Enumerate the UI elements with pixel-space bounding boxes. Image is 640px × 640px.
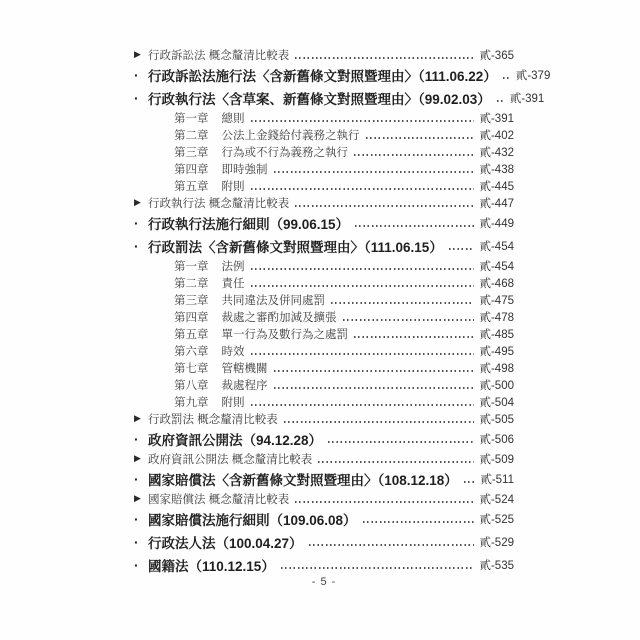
toc-entry-law bbox=[134, 234, 514, 257]
dot-leader bbox=[251, 285, 475, 287]
toc-entry-chapter bbox=[134, 359, 514, 376]
dot-leader bbox=[251, 268, 475, 270]
page-ref: 貳-495 bbox=[479, 345, 514, 358]
dot-leader bbox=[251, 404, 475, 406]
dot-leader bbox=[331, 302, 474, 304]
toc-entry-law bbox=[134, 211, 514, 234]
entry-label: 國家賠償法〈含新舊條文對照暨理由〉（108.12.18） bbox=[148, 472, 458, 488]
toc-entry-chapter bbox=[134, 257, 514, 274]
chapter-title: 時效 bbox=[221, 345, 245, 358]
page-ref: 貳-524 bbox=[479, 493, 514, 506]
page-ref: 貳-454 bbox=[479, 260, 514, 273]
toc-entry-chapter bbox=[134, 126, 514, 143]
dot-leader bbox=[281, 567, 475, 569]
triangle-marker-icon: ▶ bbox=[134, 413, 141, 423]
chapter-number: 第七章 bbox=[174, 362, 209, 375]
page-ref: 貳-438 bbox=[479, 163, 514, 176]
entry-label: 國家賠償法施行細則（109.06.08） bbox=[148, 512, 357, 528]
dot-leader bbox=[328, 441, 474, 443]
chapter-number: 第二章 bbox=[174, 277, 209, 290]
dot-leader bbox=[354, 154, 474, 156]
chapter-title: 行為或不行為義務之執行 bbox=[221, 146, 348, 159]
dot-leader bbox=[284, 421, 475, 423]
page-ref: 貳-485 bbox=[479, 328, 514, 341]
dot-leader bbox=[274, 171, 475, 173]
toc-list bbox=[134, 46, 551, 576]
page-ref: 貳-447 bbox=[479, 197, 514, 210]
page-ref: 貳-529 bbox=[479, 536, 514, 549]
toc-entry-law bbox=[134, 63, 551, 86]
toc-entry-law bbox=[134, 86, 545, 109]
entry-label: 行政訴訟法 概念釐清比較表 bbox=[148, 49, 290, 62]
page-ref: 貳-504 bbox=[479, 396, 514, 409]
dot-leader bbox=[464, 481, 476, 483]
page-ref: 貳-525 bbox=[479, 513, 514, 526]
toc-entry-table bbox=[134, 490, 514, 507]
toc-entry-chapter bbox=[134, 274, 514, 291]
entry-label: 國家賠償法 概念釐清比較表 bbox=[148, 493, 290, 506]
dot-leader bbox=[251, 353, 475, 355]
dot-leader bbox=[354, 336, 474, 338]
chapter-number: 第五章 bbox=[174, 328, 209, 341]
dot-leader bbox=[343, 319, 475, 321]
entry-label: 行政執行法施行細則（99.06.15） bbox=[148, 216, 350, 232]
page-ref: 貳-365 bbox=[479, 49, 514, 62]
bullet-icon: · bbox=[134, 430, 139, 447]
page-ref: 貳-449 bbox=[479, 217, 514, 230]
toc-entry-law bbox=[134, 530, 514, 553]
page-ref: 貳-498 bbox=[479, 362, 514, 375]
chapter-title: 公法上金錢給付義務之執行 bbox=[221, 129, 360, 142]
page-ref: 貳-391 bbox=[479, 112, 514, 125]
dot-leader bbox=[274, 387, 475, 389]
page-ref: 貳-500 bbox=[479, 379, 514, 392]
dot-leader bbox=[309, 544, 475, 546]
dot-leader bbox=[449, 248, 475, 250]
toc-entry-law bbox=[134, 427, 514, 450]
chapter-number: 第四章 bbox=[174, 163, 209, 176]
triangle-marker-icon: ▶ bbox=[134, 49, 141, 59]
dot-leader bbox=[251, 120, 475, 122]
toc-entry-chapter bbox=[134, 308, 514, 325]
dot-leader bbox=[295, 501, 474, 503]
chapter-number: 第九章 bbox=[174, 396, 209, 409]
toc-entry-chapter bbox=[134, 393, 514, 410]
toc-entry-chapter bbox=[134, 325, 514, 342]
toc-entry-chapter bbox=[134, 109, 514, 126]
toc-entry-chapter bbox=[134, 342, 514, 359]
dot-leader bbox=[363, 521, 475, 523]
toc-entry-chapter bbox=[134, 376, 514, 393]
chapter-number: 第四章 bbox=[174, 311, 209, 324]
dot-leader bbox=[497, 100, 505, 102]
toc-entry-law bbox=[134, 467, 514, 490]
page-number: - 5 - bbox=[311, 576, 337, 588]
dot-leader bbox=[366, 137, 475, 139]
toc-entry-chapter bbox=[134, 291, 514, 308]
entry-label: 行政罰法〈含新舊條文對照暨理由〉（111.06.15） bbox=[148, 239, 443, 255]
entry-label: 行政訴訟法施行法〈含新舊條文對照暨理由〉（111.06.22） bbox=[148, 68, 497, 84]
bullet-icon: · bbox=[134, 556, 139, 573]
page-ref: 貳-432 bbox=[479, 146, 514, 159]
chapter-title: 裁處之審酌加減及擴張 bbox=[221, 311, 337, 324]
entry-label: 政府資訊公開法 概念釐清比較表 bbox=[148, 453, 313, 466]
dot-leader bbox=[318, 461, 474, 463]
toc-entry-chapter bbox=[134, 143, 514, 160]
chapter-number: 第八章 bbox=[174, 379, 209, 392]
page-ref: 貳-468 bbox=[479, 277, 514, 290]
dot-leader bbox=[355, 225, 474, 227]
toc-entry-chapter bbox=[134, 177, 514, 194]
dot-leader bbox=[251, 188, 475, 190]
bullet-icon: · bbox=[134, 237, 139, 254]
page-ref: 貳-454 bbox=[479, 240, 514, 253]
dot-leader bbox=[295, 57, 474, 59]
dot-leader bbox=[274, 370, 475, 372]
toc-entry-chapter bbox=[134, 160, 514, 177]
triangle-marker-icon: ▶ bbox=[134, 453, 141, 463]
chapter-title: 單一行為及數行為之處罰 bbox=[221, 328, 348, 341]
chapter-title: 管轄機關 bbox=[221, 362, 268, 375]
chapter-title: 附則 bbox=[221, 180, 245, 193]
triangle-marker-icon: ▶ bbox=[134, 197, 141, 207]
page-ref: 貳-505 bbox=[479, 413, 514, 426]
bullet-icon: · bbox=[134, 66, 139, 83]
chapter-title: 總則 bbox=[221, 112, 245, 125]
chapter-title: 責任 bbox=[221, 277, 245, 290]
chapter-number: 第一章 bbox=[174, 112, 209, 125]
page-ref: 貳-478 bbox=[479, 311, 514, 324]
chapter-number: 第五章 bbox=[174, 180, 209, 193]
bullet-icon: · bbox=[134, 533, 139, 550]
bullet-icon: · bbox=[134, 510, 139, 527]
page-ref: 貳-535 bbox=[479, 559, 514, 572]
page-ref: 貳-379 bbox=[515, 69, 551, 82]
chapter-number: 第三章 bbox=[174, 294, 209, 307]
chapter-title: 即時強制 bbox=[221, 163, 268, 176]
toc-entry-table bbox=[134, 46, 514, 63]
entry-label: 行政執行法 概念釐清比較表 bbox=[148, 197, 290, 210]
entry-label: 政府資訊公開法（94.12.28） bbox=[148, 432, 323, 448]
page-ref: 貳-509 bbox=[479, 453, 514, 466]
bullet-icon: · bbox=[134, 214, 139, 231]
entry-label: 行政法人法（100.04.27） bbox=[148, 535, 303, 551]
chapter-title: 法例 bbox=[221, 260, 245, 273]
toc-entry-law bbox=[134, 553, 514, 576]
toc-entry-table bbox=[134, 194, 514, 211]
toc-entry-law bbox=[134, 507, 514, 530]
dot-leader bbox=[295, 205, 474, 207]
page-ref: 貳-445 bbox=[479, 180, 514, 193]
toc-entry-table bbox=[134, 450, 514, 467]
chapter-title: 附則 bbox=[221, 396, 245, 409]
chapter-number: 第二章 bbox=[174, 129, 209, 142]
toc-entry-table bbox=[134, 410, 514, 427]
entry-label: 國籍法（110.12.15） bbox=[148, 558, 275, 574]
chapter-title: 裁處程序 bbox=[221, 379, 268, 392]
page-ref: 貳-402 bbox=[479, 129, 514, 142]
page-ref: 貳-511 bbox=[480, 473, 514, 486]
entry-label: 行政罰法 概念釐清比較表 bbox=[148, 413, 278, 426]
triangle-marker-icon: ▶ bbox=[134, 493, 141, 503]
bullet-icon: · bbox=[134, 89, 139, 106]
chapter-number: 第一章 bbox=[174, 260, 209, 273]
chapter-number: 第六章 bbox=[174, 345, 209, 358]
page-ref: 貳-506 bbox=[479, 433, 514, 446]
page-ref: 貳-475 bbox=[479, 294, 514, 307]
chapter-title: 共同違法及併同處罰 bbox=[221, 294, 325, 307]
dot-leader bbox=[503, 77, 511, 79]
page-ref: 貳-391 bbox=[509, 92, 545, 105]
entry-label: 行政執行法〈含草案、新舊條文對照暨理由〉（99.02.03） bbox=[148, 91, 491, 107]
chapter-number: 第三章 bbox=[174, 146, 209, 159]
bullet-icon: · bbox=[134, 470, 139, 487]
